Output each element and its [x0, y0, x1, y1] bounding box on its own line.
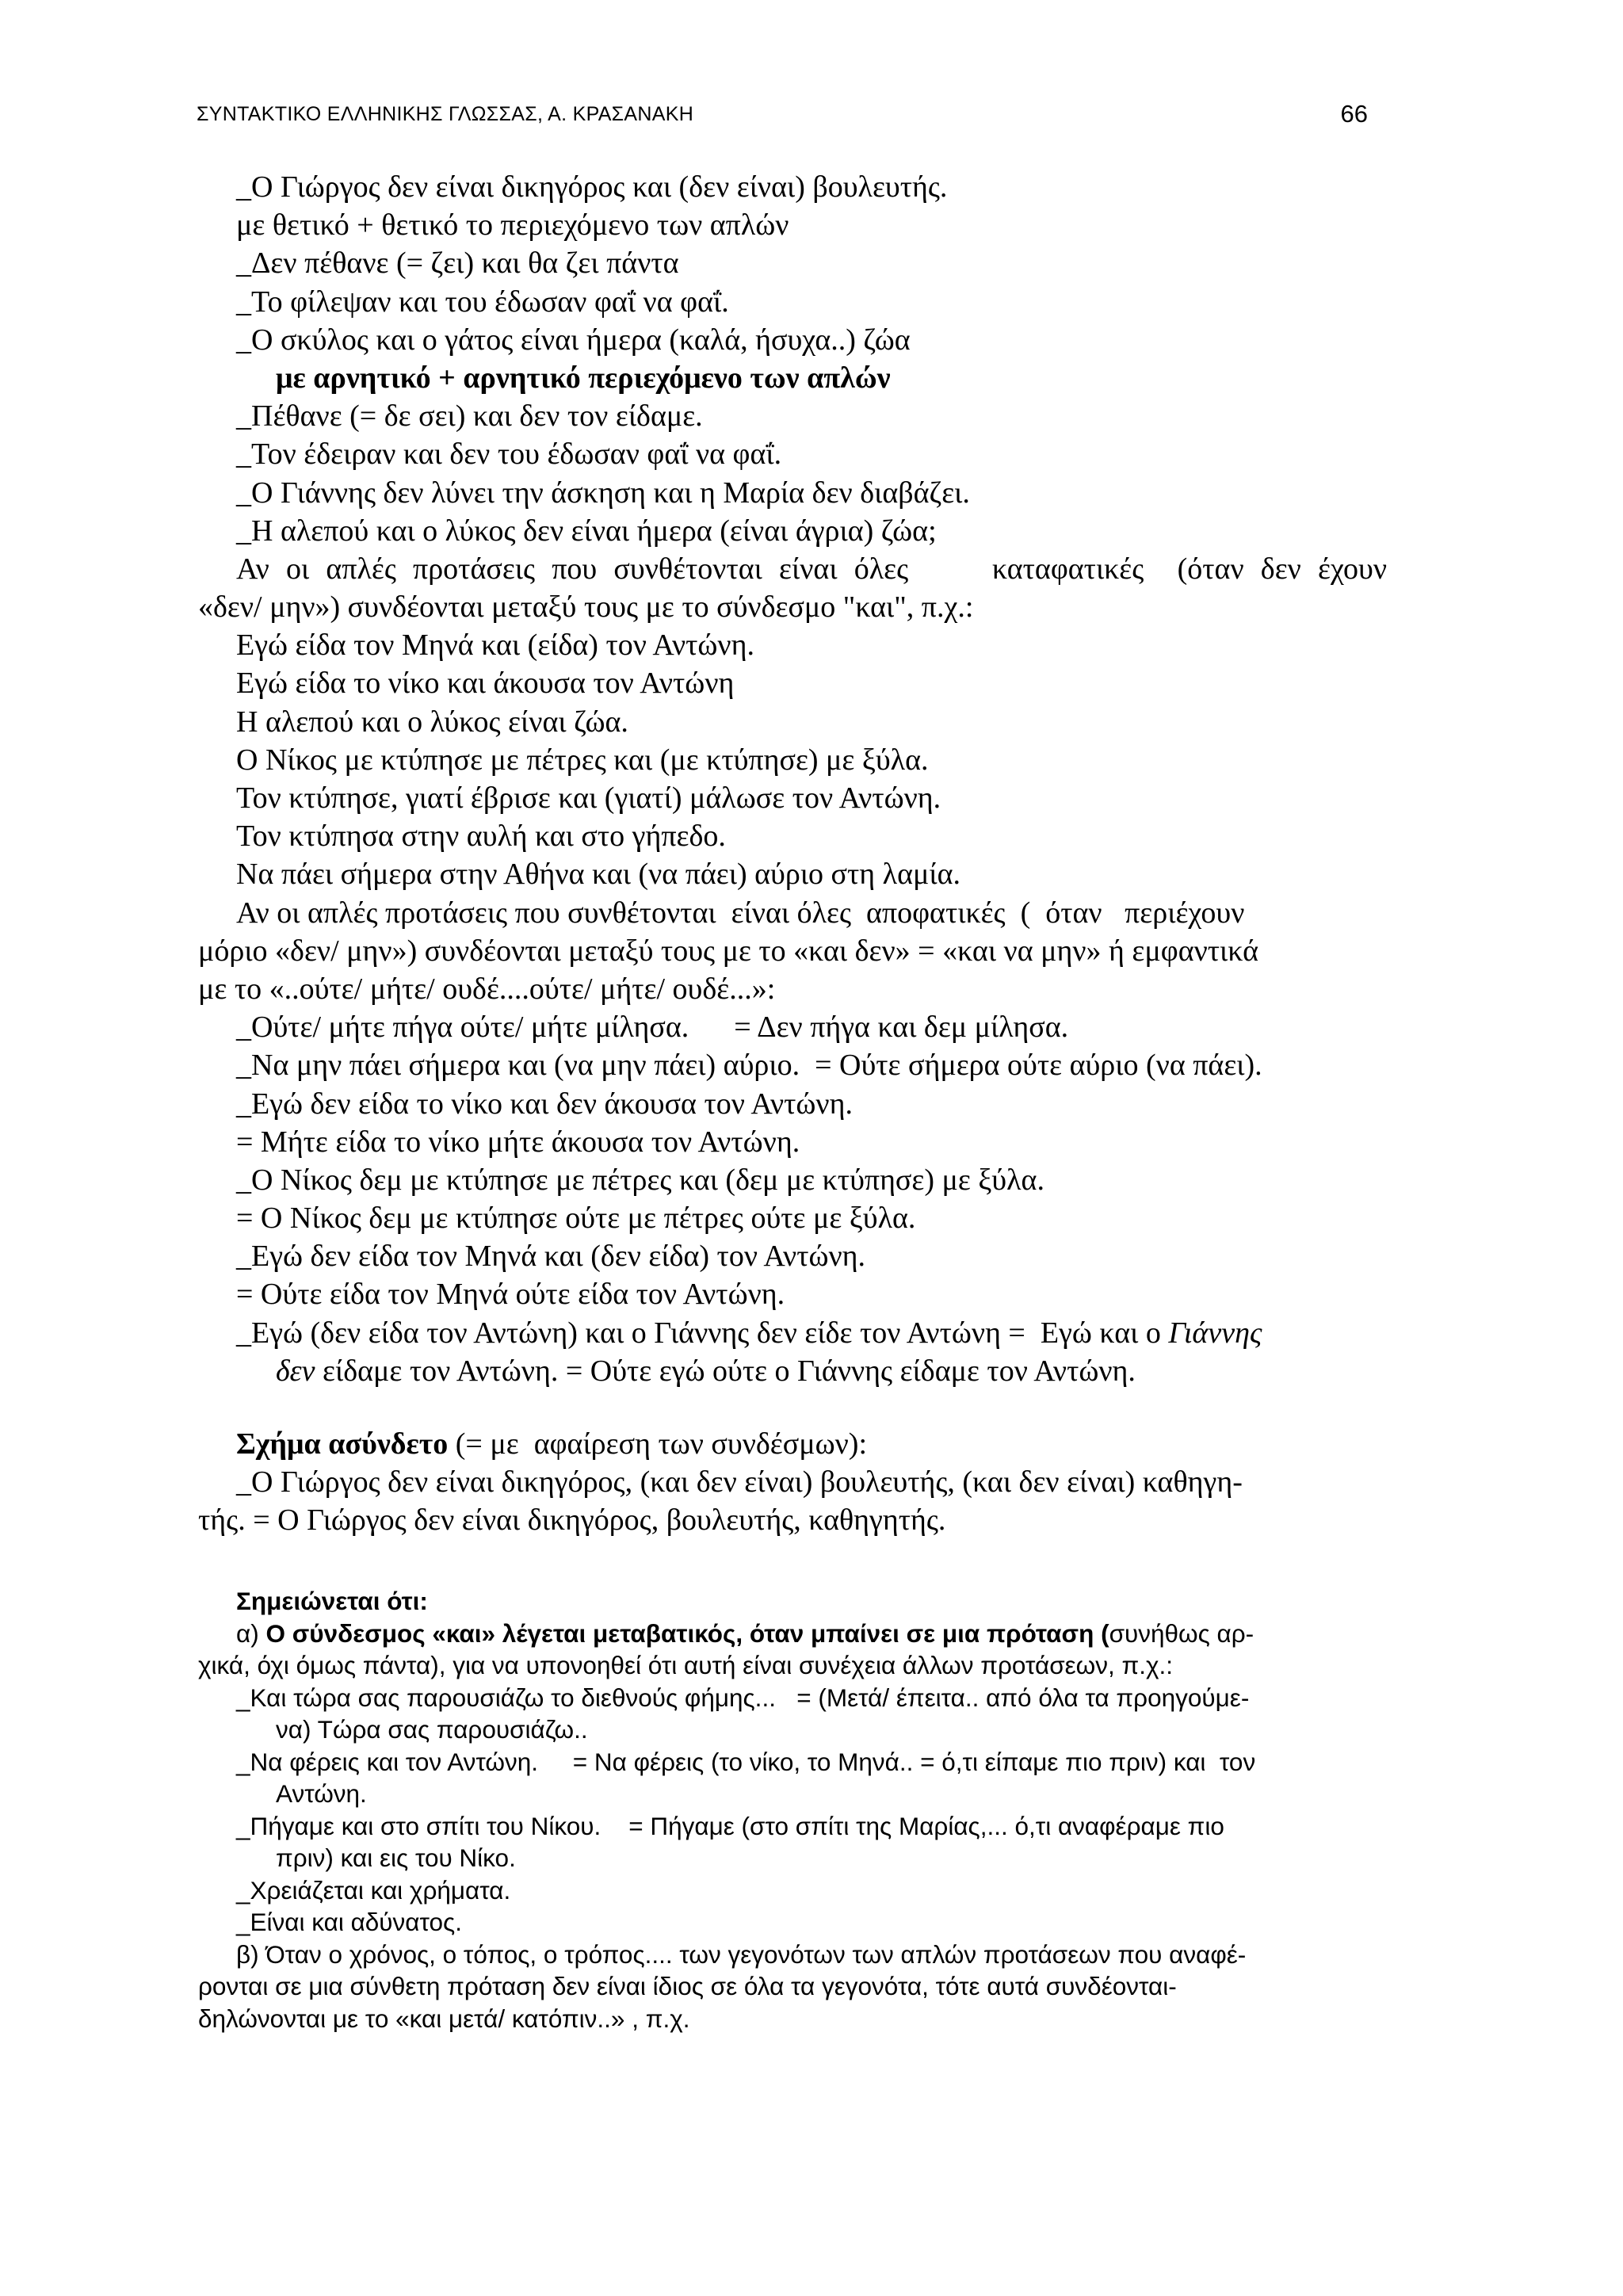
text-line: _Είναι και αδύνατος.: [236, 1908, 462, 1936]
notes-heading: Σημειώνεται ότι:: [236, 1587, 428, 1615]
text-run: α): [236, 1618, 266, 1648]
text-line: _Ο Νίκος δεμ με κτύπησε με πέτρες και (δεμ με κτύπησε) με ξύλα.: [236, 1163, 1044, 1197]
text-line: β) Όταν ο χρόνος, ο τόπος, ο τρόπος.... των γεγονότων των απλών προτάσεων που αναφέ-: [236, 1939, 1247, 1969]
text-line: _Η αλεπού και ο λύκος δεν είναι ήμερα (είναι άγρια) ζώα;: [236, 514, 937, 548]
italic-run: Γιάννης: [1168, 1316, 1262, 1350]
text-line: «δεν/ μην») συνδέονται μεταξύ τους με το σύνδεσμο "και", π.χ.:: [198, 590, 974, 625]
text-line: _Εγώ δεν είδα τον Μηνά και (δεν είδα) τον Αντώνη.: [236, 1240, 866, 1274]
text-line: Αντώνη.: [276, 1779, 367, 1808]
text-line: _Τον έδειραν και δεν του έδωσαν φαΐ να φαΐ.: [236, 437, 782, 472]
text-line: _Ο σκύλος και ο γάτος είναι ήμερα (καλά, ήσυχα..) ζώα: [236, 323, 911, 357]
text-line: _Το φίλεψαν και του έδωσαν φαΐ να φαΐ.: [236, 285, 729, 319]
text-line: [236, 1314, 1387, 1352]
page-number: 66: [1340, 100, 1368, 128]
text-line: _Και τώρα σας παρουσιάζω το διεθνούς φήμης... = (Μετά/ έπειτα.. από όλα τα προηγούμε-: [236, 1683, 1250, 1712]
text-line: _Ο Γιώργος δεν είναι δικηγόρος, (και δεν είναι) βουλευτής, (και δεν είναι) καθηγη-: [236, 1465, 1243, 1499]
text-line: Εγώ είδα τον Μηνά και (είδα) τον Αντώνη.: [236, 628, 754, 663]
text-line: χικά, όχι όμως πάντα), για να υπονοηθεί ότι αυτή είναι συνέχεια άλλων προτάσεων, π.χ.:: [198, 1651, 1174, 1679]
notes-section: [198, 1585, 1387, 2034]
spacer: [236, 1390, 1387, 1425]
text-line: Εγώ είδα το νίκο και άκουσα τον Αντώνη: [236, 667, 735, 701]
text-run: είδαμε τον Αντώνη. = Ούτε εγώ ούτε ο Γιάννης είδαμε τον Αντώνη.: [315, 1354, 1136, 1388]
text-line: _Δεν πέθανε (= ζει) και θα ζει πάντα: [236, 246, 679, 281]
text-run: συνήθως αρ-: [1109, 1618, 1254, 1648]
text-line: _Χρειάζεται και χρήματα.: [236, 1875, 511, 1904]
text-line: _Ούτε/ μήτε πήγα ούτε/ μήτε μίλησα. = Δεν πήγα και δεμ μίλησα.: [236, 1010, 1069, 1045]
italic-run: δεν: [276, 1354, 315, 1388]
section-term: Σχήμα ασύνδετο: [236, 1427, 449, 1461]
text-line: δηλώνονται με το «και μετά/ κατόπιν..» , π.χ.: [198, 2004, 690, 2033]
text-line: Ο Νίκος με κτύπησε με πέτρες και (με κτύπησε) με ξύλα.: [236, 743, 929, 777]
text-line: Η αλεπού και ο λύκος είναι ζώα.: [236, 705, 628, 739]
running-title: ΣΥΝΤΑΚΤΙΚΟ ΕΛΛΗΝΙΚΗΣ ΓΛΩΣΣΑΣ, Α. ΚΡΑΣΑΝΑΚΗ: [197, 103, 694, 125]
text-line: = Μήτε είδα το νίκο μήτε άκουσα τον Αντώνη.: [236, 1125, 800, 1159]
text-line: Τον κτύπησε, γιατί έβρισε και (γιατί) μάλωσε τον Αντώνη.: [236, 781, 941, 815]
text-line: να) Τώρα σας παρουσιάζω..: [276, 1715, 588, 1744]
text-line: με θετικό + θετικό το περιεχόμενο των απλών: [236, 208, 789, 243]
text-line: _Πέθανε (= δε σει) και δεν τον είδαμε.: [236, 399, 703, 434]
text-run: (= με αφαίρεση των συνδέσμων):: [448, 1427, 868, 1461]
text-line: Τον κτύπησα στην αυλή και στο γήπεδο.: [236, 819, 726, 854]
text-line: Αν οι απλές προτάσεις που συνθέτονται είναι όλες καταφατικές (όταν δεν έχουν: [236, 552, 1387, 586]
text-line: μόριο «δεν/ μην») συνδέονται μεταξύ τους με το «και δεν» = «και να μην» ή εμφαντικά: [198, 934, 1258, 968]
text-line: Αν οι απλές προτάσεις που συνθέτονται είναι όλες αποφατικές ( όταν περιέχουν: [236, 896, 1245, 930]
text-line: [236, 1618, 1387, 1650]
text-line: _Εγώ δεν είδα το νίκο και δεν άκουσα τον Αντώνη.: [236, 1087, 853, 1121]
text-line: _Να μην πάει σήμερα και (να μην πάει) αύριο. = Ούτε σήμερα ούτε αύριο (να πάει).: [236, 1049, 1262, 1083]
text-line: με το «..ούτε/ μήτε/ ουδέ....ούτε/ μήτε/ ουδέ...»:: [198, 972, 776, 1006]
text-line: _Πήγαμε και στο σπίτι του Νίκου. = Πήγαμε (στο σπίτι της Μαρίας,... ό,τι αναφέραμε πιο: [236, 1811, 1224, 1840]
text-line: _Ο Γιάννης δεν λύνει την άσκηση και η Μαρία δεν διαβάζει.: [236, 476, 970, 510]
text-line: ρονται σε μια σύνθετη πρόταση δεν είναι ίδιος σε όλα τα γεγονότα, τότε αυτά συνδέονται-: [198, 1972, 1177, 2000]
text-line: τής. = Ο Γιώργος δεν είναι δικηγόρος, βουλευτής, καθηγητής.: [198, 1503, 946, 1538]
text-line: = Ούτε είδα τον Μηνά ούτε είδα τον Αντώνη.: [236, 1278, 785, 1312]
text-line: [236, 1352, 1387, 1390]
bold-run: Ο σύνδεσμος «και» λέγεται μεταβατικός, όταν μπαίνει σε μια πρόταση (: [265, 1618, 1109, 1648]
text-line: = Ο Νίκος δεμ με κτύπησε ούτε με πέτρες ούτε με ξύλα.: [236, 1201, 916, 1236]
bold-subheading: με αρνητικό + αρνητικό περιεχόμενο των απλών: [276, 361, 891, 395]
text-line: _Ο Γιώργος δεν είναι δικηγόρος και (δεν είναι) βουλευτής.: [236, 170, 948, 204]
text-line: Να πάει σήμερα στην Αθήνα και (να πάει) αύριο στη λαμία.: [236, 858, 961, 892]
text-run: _Εγώ (δεν είδα τον Αντώνη) και ο Γιάννης δεν είδε τον Αντώνη = Εγώ και ο: [236, 1316, 1169, 1350]
text-line: _Να φέρεις και τον Αντώνη. = Να φέρεις (το νίκο, το Μηνά.. = ό,τι είπαμε πιο πριν) και τον: [236, 1747, 1256, 1776]
text-line: [236, 1425, 1387, 1463]
main-text: [198, 168, 1387, 1540]
text-line: πριν) και εις του Νίκο.: [276, 1843, 516, 1872]
page-header: [197, 97, 1368, 136]
